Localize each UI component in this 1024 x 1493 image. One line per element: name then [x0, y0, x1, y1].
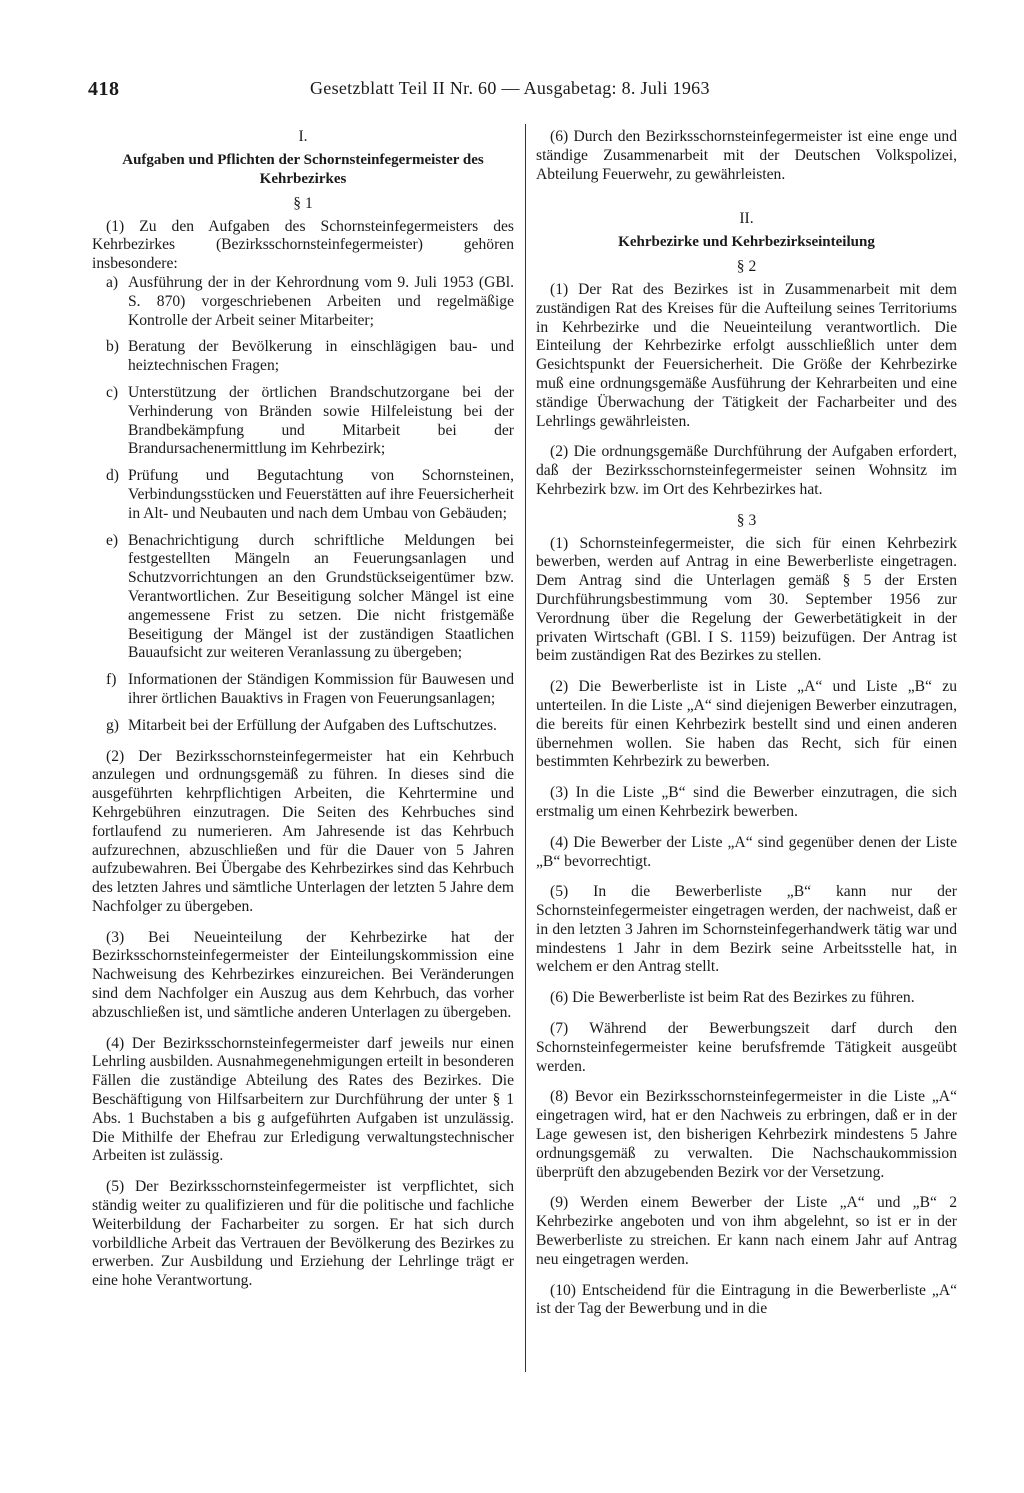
s3-p2: (2) Die Bewerberliste ist in Liste „A“ und Liste „B“ zu unterteilen. In die Liste „A“ sind diejenigen Bewerber einzutragen, die bereits für einen Kehrbezirk bestellt sind und einen anderen übernehmen wollen. Sie haben das Recht, sich für einen bestimmten Kehrbezirk zu bewerben. — [536, 678, 957, 771]
paragraph-1-heading: § 1 — [293, 194, 313, 212]
list-item-label: e) — [106, 531, 119, 549]
s3-p9: (9) Werden einem Bewerber der Liste „A“ und „B“ 2 Kehrbezirke angeboten und von ihm abgelehnt, so ist er in der Bewerberliste zu streichen. Er kann nach einem Jahr auf Antrag neu eingetragen werden. — [536, 1194, 957, 1268]
list-item — [106, 532, 514, 664]
paragraph-3-heading: § 3 — [736, 511, 757, 529]
list-item-text: Prüfung und Begutachtung von Schornsteinen, Verbindungsstücken und Feuerstätten auf ihre Feuersicherheit in Alt- und Neubauten und nach dem Umbau von Gebäuden; — [128, 467, 514, 522]
right-column — [536, 128, 957, 1319]
s3-p8: (8) Bevor ein Bezirksschornsteinfegermeister in die Liste „A“ eingetragen wird, hat er den Nachweis zu erbringen, daß er in der Lage gewesen ist, den bisherigen Kehrbezirk mindestens 5 Jahre ordnungsgemäß zu verwalten. Die Nachschaukommission überprüft den abzugebenden Bezirk vor der Versetzung. — [536, 1088, 957, 1181]
list-item-text: Informationen der Ständigen Kommission für Bauwesen und ihrer örtlichen Bauaktivs in Fragen von Feuerungsanlagen; — [128, 671, 514, 707]
spacer — [536, 196, 957, 210]
s1-p3: (3) Bei Neueinteilung der Kehrbezirke hat der Bezirksschornsteinfegermeister der Einteilungskommission eine Nachweisung des Kehrbezirkes einzureichen. Bei Veränderungen sind dem Nachfolger ein Auszug aus dem Kehrbuch, das vorher abzuschließen ist, und sämtliche anderen Unterlagen zu übergeben. — [92, 928, 514, 1021]
list-item — [106, 467, 514, 523]
page-header — [88, 78, 960, 108]
s1-p6: (6) Durch den Bezirksschornsteinfegermeister ist eine enge und ständige Zusammenarbeit mit der Deutschen Volkspolizei, Abteilung Feuerwehr, zu gewährleisten. — [536, 128, 957, 183]
list-item-text: Benachrichtigung durch schriftliche Meldungen bei festgestellten Mängeln an Feuerungsanlagen und Schutzvorrichtungen an den Grundstückseigentümer bzw. Verantwortlichen. Zur Beseitigung solcher Mängel ist eine angemessene Frist zu setzen. Die nicht fristgemäße Beseitigung der Mängel ist der zuständigen Staatlichen Bauaufsicht zur weiteren Veranlassung zu übergeben; — [128, 531, 514, 662]
left-column — [92, 128, 514, 1303]
list-item-label: b) — [106, 338, 119, 356]
list-item-label: c) — [106, 383, 119, 401]
list-item — [106, 338, 514, 376]
section-2-title: Kehrbezirke und Kehrbezirkseinteilung — [618, 234, 875, 251]
s1-p2: (2) Der Bezirksschornsteinfegermeister hat ein Kehrbuch anzulegen und ordnungsgemäß zu führen. In dieses sind die ausgeführten kehrpflichtigen Arbeiten, die Kehrtermine und Kehrgebühren einzutragen. Die Seiten des Kehrbuches sind fortlaufend zu numerieren. Am Jahresende ist das Kehrbuch aufzurechnen, abzuschließen und für die Dauer von 5 Jahren aufzubewahren. Bei Übergabe des Kehrbezirkes sind das Kehrbuch des letzten Jahres und sämtliche Unterlagen der letzten 5 Jahre dem Nachfolger zu übergeben. — [92, 747, 514, 915]
s3-p10: (10) Entscheidend für die Eintragung in die Bewerberliste „A“ ist der Tag der Bewerbung und in die — [536, 1281, 957, 1318]
list-item — [106, 671, 514, 709]
s3-p7: (7) Während der Bewerbungszeit darf durch den Schornsteinfegermeister keine berufsfremde Tätigkeit ausgeübt werden. — [536, 1020, 957, 1075]
list-item-label: f) — [106, 671, 117, 689]
task-list — [92, 274, 514, 736]
paragraph-2-heading: § 2 — [736, 258, 757, 276]
s3-p1: (1) Schornsteinfegermeister, die sich für einen Kehrbezirk bewerben, werden auf Antrag in eine Bewerberliste eingetragen. Dem Antrag sind die Unterlagen gemäß § 5 der Ersten Durchführungsbestimmung vom 30. September 1956 zur Verordnung über die Regelung der Gewerbetätigkeit in der privaten Wirtschaft (GBl. I S. 1159) beizufügen. Der Antrag ist beim zuständigen Rat des Bezirkes zu stellen. — [536, 534, 957, 665]
list-item — [106, 384, 514, 459]
section-1-number: I. — [298, 128, 308, 145]
list-item-text: Ausführung der in der Kehrordnung vom 9. Juli 1953 (GBl. S. 870) vorgeschriebenen Arbeiten und regelmäßige Kontrolle der Arbeit seiner Mitarbeiter; — [128, 273, 514, 329]
s1-p1: (1) Zu den Aufgaben des Schornsteinfegermeisters des Kehrbezirkes (Bezirksschornsteinfegermeister) gehören insbesondere: — [92, 217, 514, 273]
list-item-text: Unterstützung der örtlichen Brandschutzorgane bei der Verhinderung von Bränden sowie Hilfeleistung bei der Brandbekämpfung und Mitarbeit bei der Brandursachenermittlung im Kehrbezirk; — [128, 383, 514, 458]
column-divider — [525, 124, 526, 1372]
list-item — [106, 717, 514, 736]
s3-p6: (6) Die Bewerberliste ist beim Rat des Bezirkes zu führen. — [550, 989, 915, 1007]
running-title: Gesetzblatt Teil II Nr. 60 — Ausgabetag: 8. Juli 1963 — [310, 78, 710, 98]
section-2-number: II. — [739, 210, 754, 228]
list-item-label: d) — [106, 467, 119, 485]
list-item-label: a) — [106, 273, 119, 291]
list-item-label: g) — [106, 716, 119, 734]
list-item-text: Mitarbeit bei der Erfüllung der Aufgaben des Luftschutzes. — [128, 716, 497, 734]
page-number: 418 — [88, 78, 120, 100]
s3-p4: (4) Die Bewerber der Liste „A“ sind gegenüber denen der Liste „B“ bevorrechtigt. — [536, 833, 957, 870]
s1-p5: (5) Der Bezirksschornsteinfegermeister ist verpflichtet, sich ständig weiter zu qualifizieren und für die politische und fachliche Weiterbildung der Facharbeiter zu sorgen. Er hat sich durch vorbildliche Arbeit das Vertrauen der Bevölkerung des Bezirkes zu erwerben. Zur Ausbildung und Erziehung der Lehrlinge trägt er eine hohe Verantwortung. — [92, 1178, 514, 1290]
s2-p2: (2) Die ordnungsgemäße Durchführung der Aufgaben erfordert, daß der Bezirksschornsteinfegermeister seinen Wohnsitz im Kehrbezirk bzw. im Ort des Kehrbezirkes hat. — [536, 443, 957, 498]
list-item-text: Beratung der Bevölkerung in einschlägigen bau- und heiztechnischen Fragen; — [128, 338, 514, 375]
s3-p5: (5) In die Bewerberliste „B“ kann nur der Schornsteinfegermeister eingetragen werden, der nachweist, daß er in den letzten 3 Jahren im Schornsteinfegerhandwerk tätig war und mindestens 1 Jahr in dem Bezirk seine Arbeitsstelle hat, in welchem er den Antrag stellt. — [536, 883, 957, 976]
list-item — [106, 274, 514, 330]
s1-p4: (4) Der Bezirksschornsteinfegermeister darf jeweils nur einen Lehrling ausbilden. Ausnahmegenehmigungen erteilt in besonderen Fällen die zuständige Abteilung des Rates des Bezirkes. Die Beschäftigung von Hilfsarbeitern zur Durchführung der unter § 1 Abs. 1 Buchstaben a bis g aufgeführten Aufgaben ist unzulässig. Die Mithilfe der Ehefrau zur Erledigung verwaltungstechnischer Arbeiten ist zulässig. — [92, 1034, 514, 1165]
s2-p1: (1) Der Rat des Bezirkes ist in Zusammenarbeit mit dem zuständigen Rat des Kreises für die Aufteilung seines Territoriums in Kehrbezirke und die Neueinteilung verantwortlich. Die Einteilung der Kehrbezirke erfolgt ausschließlich unter dem Gesichtspunkt der Feuersicherheit. Die Größe der Kehrbezirke muß eine ordnungsgemäße Ausführung der Kehrarbeiten und eine ständige Überwachung der Tätigkeit der Facharbeiter und des Lehrlings gewährleisten. — [536, 280, 957, 430]
s3-p3: (3) In die Liste „B“ sind die Bewerber einzutragen, die sich erstmalig um einen Kehrbezirk bewerben. — [536, 784, 957, 820]
section-1-title: Aufgaben und Pflichten der Schornsteinfegermeister des Kehrbezirkes — [122, 151, 484, 187]
